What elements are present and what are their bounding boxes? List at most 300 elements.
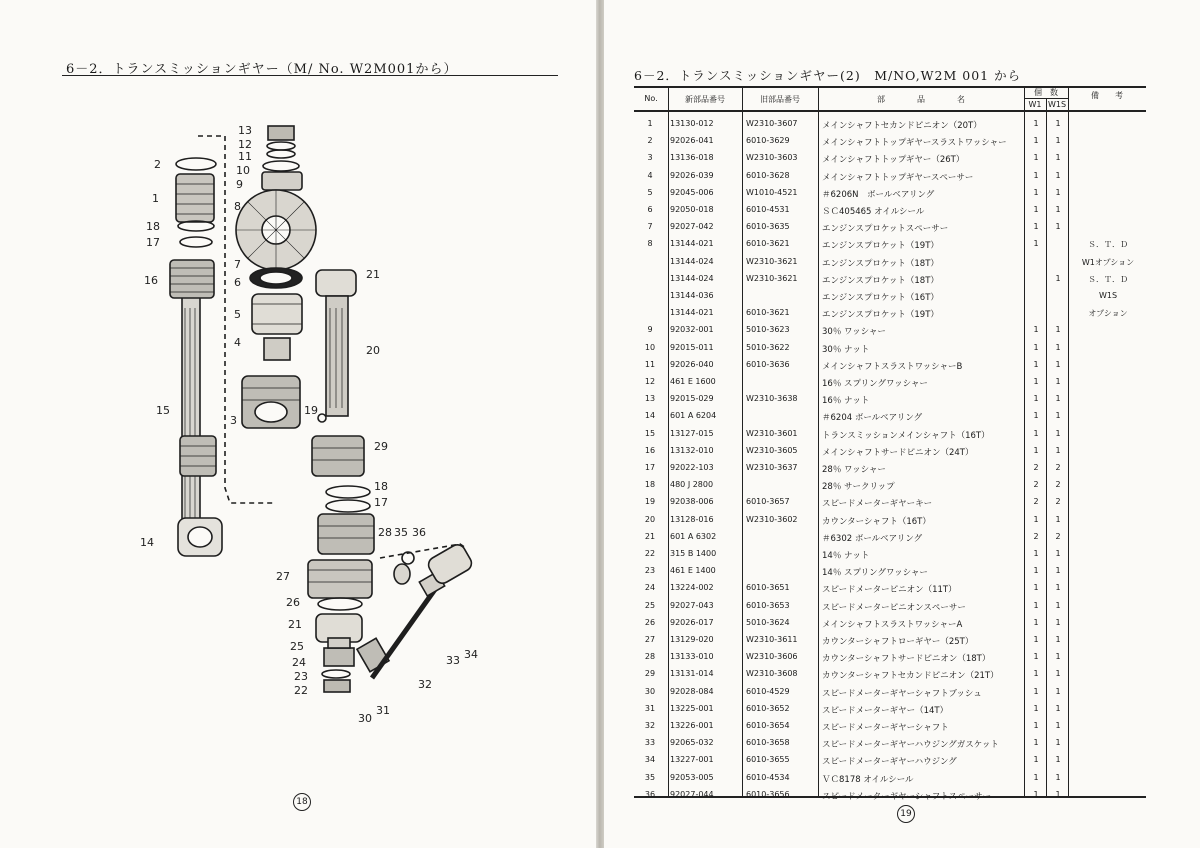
qty-w1s: 1 bbox=[1055, 566, 1061, 576]
washer-26 bbox=[318, 598, 362, 610]
label-28: 28 bbox=[378, 526, 392, 539]
table-row bbox=[634, 632, 1146, 649]
qty-w1: 1 bbox=[1033, 583, 1039, 593]
qty-w1: 2 bbox=[1033, 463, 1039, 472]
qty-w1s: 1 bbox=[1055, 411, 1061, 421]
part-name: メインシャフトスラストワッシャーA bbox=[822, 619, 963, 630]
new-part-number: 13144-024 bbox=[670, 273, 714, 283]
pinion-24 bbox=[324, 648, 354, 666]
qty-w1s: 1 bbox=[1055, 755, 1061, 765]
table-row bbox=[634, 116, 1146, 133]
row-no: 3 bbox=[647, 153, 653, 163]
label-21: 21 bbox=[366, 268, 380, 281]
new-part-number: 92027-043 bbox=[670, 600, 714, 610]
label-18b: 18 bbox=[374, 480, 388, 493]
part-name: メインシャフトトップギヤースラストワッシャー bbox=[822, 138, 1007, 149]
new-part-number: 315 B 1400 bbox=[670, 549, 717, 558]
part-name: 14％ ナット bbox=[822, 551, 870, 561]
row-no: 32 bbox=[644, 721, 656, 730]
part-name: 28％ ワッシャー bbox=[822, 465, 886, 475]
old-part-number: 6010-3657 bbox=[746, 497, 790, 507]
new-part-number: 13136-018 bbox=[670, 153, 714, 163]
new-part-number: 92026-040 bbox=[670, 359, 714, 369]
gear-27 bbox=[308, 560, 372, 598]
old-part-number: W2310-3601 bbox=[746, 428, 798, 438]
part-name: エンジンスプロケット（19T） bbox=[822, 241, 939, 252]
label-10: 10 bbox=[236, 164, 250, 177]
row-no: 25 bbox=[644, 600, 656, 610]
old-part-number: 6010-3628 bbox=[746, 170, 790, 180]
label-30: 30 bbox=[358, 712, 372, 725]
qty-w1: 1 bbox=[1033, 686, 1039, 696]
table-row bbox=[634, 563, 1146, 580]
qty-w1s: 1 bbox=[1055, 187, 1061, 197]
qty-w1s: 1 bbox=[1055, 394, 1061, 404]
table-row bbox=[634, 288, 1146, 305]
qty-w1s: 1 bbox=[1055, 170, 1061, 180]
table-row bbox=[634, 615, 1146, 632]
label-25: 25 bbox=[290, 640, 304, 653]
label-32: 32 bbox=[418, 678, 432, 691]
part-name: スピードメーターギヤーシャフト bbox=[822, 723, 949, 733]
remarks: W1S bbox=[1098, 291, 1118, 300]
qty-w1s: 1 bbox=[1055, 789, 1061, 799]
qty-w1s: 1 bbox=[1055, 617, 1061, 627]
new-part-number: 461 E 1400 bbox=[670, 566, 716, 576]
part-name: スピードメーターピニオンスペーサー bbox=[822, 602, 966, 613]
gear-28 bbox=[318, 514, 374, 554]
table-row bbox=[634, 529, 1146, 546]
qty-w1: 1 bbox=[1033, 325, 1039, 335]
row-no: 2 bbox=[647, 136, 653, 146]
counter-shaft-20 bbox=[326, 296, 348, 416]
table-row bbox=[634, 254, 1146, 271]
new-part-number: 92022-103 bbox=[670, 463, 714, 472]
new-part-number: 92053-005 bbox=[670, 772, 714, 782]
nut-22 bbox=[324, 680, 350, 692]
old-part-number: W2310-3603 bbox=[746, 153, 798, 163]
old-part-number: W2310-3602 bbox=[746, 514, 798, 524]
label-20: 20 bbox=[366, 344, 380, 357]
part-name: カウンターシャフト（16T） bbox=[822, 516, 931, 527]
row-no: 21 bbox=[644, 531, 656, 541]
spacer-9 bbox=[262, 172, 302, 190]
table-row bbox=[634, 168, 1146, 185]
washer-10 bbox=[263, 161, 299, 171]
old-part-number: 6010-4534 bbox=[746, 772, 790, 782]
label-18: 18 bbox=[146, 220, 160, 233]
label-11: 11 bbox=[238, 150, 252, 163]
bearing-5 bbox=[252, 294, 302, 334]
new-part-number: 601 A 6204 bbox=[670, 411, 717, 421]
parts-table bbox=[634, 86, 1146, 800]
page-number-left: 18 bbox=[293, 793, 311, 811]
label-7: 7 bbox=[234, 258, 241, 271]
row-no: 5 bbox=[647, 187, 653, 197]
label-35: 35 bbox=[394, 526, 408, 539]
part-name: スピードメーターギヤー（14T） bbox=[822, 705, 949, 716]
old-part-number: W2310-3607 bbox=[746, 119, 798, 128]
label-27: 27 bbox=[276, 570, 290, 583]
qty-w1s: 1 bbox=[1055, 549, 1061, 558]
table-row bbox=[634, 580, 1146, 597]
label-14: 14 bbox=[140, 536, 154, 549]
new-part-number: 92026-039 bbox=[670, 170, 714, 180]
qty-w1s: 1 bbox=[1055, 600, 1061, 610]
qty-w1s: 1 bbox=[1055, 514, 1061, 524]
qty-w1: 1 bbox=[1033, 342, 1039, 352]
bearing-21-top bbox=[316, 270, 356, 296]
key-19 bbox=[318, 414, 326, 422]
table-row bbox=[634, 236, 1146, 253]
qty-w1s: 1 bbox=[1055, 136, 1061, 146]
part-name: メインシャフトトップギヤー（26T） bbox=[822, 155, 965, 166]
qty-w1: 1 bbox=[1033, 755, 1039, 765]
label-22: 22 bbox=[294, 684, 308, 697]
old-part-number: 6010-4531 bbox=[746, 205, 790, 214]
header-w1: W1 bbox=[1028, 100, 1042, 109]
old-part-number: 6010-3652 bbox=[746, 703, 790, 713]
table-row bbox=[634, 443, 1146, 460]
row-no: 33 bbox=[644, 738, 656, 748]
qty-split-rule bbox=[1024, 98, 1068, 99]
row-no: 16 bbox=[644, 445, 656, 455]
label-1: 1 bbox=[152, 192, 159, 205]
old-part-number: 6010-3629 bbox=[746, 136, 790, 146]
washer-18b bbox=[326, 486, 370, 498]
new-part-number: 13144-021 bbox=[670, 239, 714, 249]
label-17: 17 bbox=[146, 236, 160, 249]
row-no: 17 bbox=[644, 463, 656, 472]
old-part-number: W2310-3611 bbox=[746, 635, 798, 644]
remarks: オプション bbox=[1088, 309, 1128, 319]
gear-1 bbox=[176, 174, 214, 222]
old-part-number: 5010-3622 bbox=[746, 342, 790, 352]
qty-w1s: 1 bbox=[1055, 205, 1061, 214]
old-part-number: 6010-3654 bbox=[746, 721, 790, 730]
clip-17 bbox=[180, 237, 212, 247]
label-21b: 21 bbox=[288, 618, 302, 631]
new-part-number: 601 A 6302 bbox=[670, 531, 717, 541]
qty-w1: 1 bbox=[1033, 738, 1039, 748]
old-part-number: 6010-3621 bbox=[746, 308, 790, 318]
qty-w1: 2 bbox=[1033, 480, 1039, 490]
label-23: 23 bbox=[294, 670, 308, 683]
part-name: メインシャフトトップギヤースペーサー bbox=[822, 172, 974, 183]
part-name: ＶＣ8178 オイルシール bbox=[822, 774, 914, 785]
part-name: 30％ ナット bbox=[822, 344, 870, 355]
row-no: 34 bbox=[644, 755, 656, 765]
old-part-number: W1010-4521 bbox=[746, 187, 798, 197]
qty-w1: 1 bbox=[1033, 445, 1039, 455]
new-part-number: 461 E 1600 bbox=[670, 377, 716, 386]
qty-w1: 1 bbox=[1033, 566, 1039, 576]
old-part-number: 5010-3624 bbox=[746, 617, 790, 627]
qty-w1: 1 bbox=[1033, 239, 1039, 249]
label-8: 8 bbox=[234, 200, 241, 213]
row-no: 35 bbox=[644, 772, 656, 782]
row-no: 11 bbox=[644, 359, 656, 369]
table-row bbox=[634, 701, 1146, 718]
table-row bbox=[634, 219, 1146, 236]
table-top-rule bbox=[634, 86, 1146, 88]
qty-w1: 1 bbox=[1033, 136, 1039, 146]
table-row bbox=[634, 477, 1146, 494]
qty-w1s: 1 bbox=[1055, 273, 1061, 283]
new-part-number: 13227-001 bbox=[670, 755, 714, 765]
table-row bbox=[634, 494, 1146, 511]
new-part-number: 92032-001 bbox=[670, 325, 714, 335]
qty-w1s: 1 bbox=[1055, 583, 1061, 593]
part-name: カウンターシャフトサードピニオン（18T） bbox=[822, 654, 991, 665]
row-no: 14 bbox=[644, 411, 656, 421]
qty-w1s: 2 bbox=[1055, 480, 1061, 490]
qty-w1: 1 bbox=[1033, 170, 1039, 180]
table-row bbox=[634, 202, 1146, 219]
label-16: 16 bbox=[144, 274, 158, 287]
part-name: スピードメーターギヤーハウジング bbox=[822, 757, 957, 768]
old-part-number: 5010-3623 bbox=[746, 325, 790, 335]
header-part-name: 部 品 名 bbox=[877, 95, 965, 104]
page-title-right: 6－2．トランスミッションギヤー(2) M/NO,W2M 001 から bbox=[634, 68, 1022, 83]
qty-w1: 1 bbox=[1033, 377, 1039, 386]
part-name: エンジンスプロケット（18T） bbox=[822, 258, 939, 269]
page-title-left: 6－2．トランスミッションギヤー（M/ No. W2M001から） bbox=[66, 62, 458, 77]
part-name: エンジンスプロケット（16T） bbox=[822, 293, 939, 303]
old-part-number: 6010-3621 bbox=[746, 239, 790, 249]
qty-w1s: 1 bbox=[1055, 772, 1061, 782]
row-no: 20 bbox=[644, 514, 656, 524]
part-name: カウンターシャフトローギヤー（25T） bbox=[822, 637, 974, 647]
table-row bbox=[634, 374, 1146, 391]
qty-w1: 1 bbox=[1033, 652, 1039, 662]
new-part-number: 92026-017 bbox=[670, 617, 714, 627]
header-old-part: 旧部品番号 bbox=[760, 95, 800, 104]
qty-w1s: 1 bbox=[1055, 635, 1061, 644]
remarks: W1オプション bbox=[1081, 257, 1135, 267]
row-no: 31 bbox=[644, 703, 656, 713]
old-part-number: 6010-3655 bbox=[746, 755, 790, 765]
table-row bbox=[634, 357, 1146, 374]
row-no: 9 bbox=[647, 325, 653, 335]
row-no: 36 bbox=[644, 789, 656, 799]
clip-17b bbox=[326, 500, 370, 512]
old-part-number: 6010-3653 bbox=[746, 600, 790, 610]
label-29: 29 bbox=[374, 440, 388, 453]
new-part-number: 480 J 2800 bbox=[670, 480, 714, 490]
old-part-number: 6010-3636 bbox=[746, 359, 790, 369]
table-row bbox=[634, 735, 1146, 752]
label-34: 34 bbox=[464, 648, 478, 661]
qty-w1s: 2 bbox=[1055, 497, 1061, 507]
qty-w1: 1 bbox=[1033, 359, 1039, 369]
new-part-number: 92065-032 bbox=[670, 738, 714, 748]
gear-31 bbox=[357, 638, 389, 672]
table-row bbox=[634, 408, 1146, 425]
part-name: ＳＣ405465 オイルシール bbox=[822, 207, 925, 217]
new-part-number: 92015-029 bbox=[670, 394, 714, 404]
table-row bbox=[634, 305, 1146, 322]
old-part-number: 6010-3635 bbox=[746, 222, 790, 232]
table-row bbox=[634, 598, 1146, 615]
new-part-number: 92027-042 bbox=[670, 222, 714, 232]
qty-w1: 1 bbox=[1033, 222, 1039, 232]
table-row bbox=[634, 133, 1146, 150]
qty-w1: 1 bbox=[1033, 428, 1039, 438]
qty-w1: 1 bbox=[1033, 549, 1039, 558]
qty-w1s: 1 bbox=[1055, 445, 1061, 455]
old-part-number: 6010-4529 bbox=[746, 686, 790, 696]
part-name: メインシャフトサードピニオン（24T） bbox=[822, 447, 974, 458]
table-row bbox=[634, 787, 1146, 804]
spacer-4 bbox=[264, 338, 290, 360]
row-no: 24 bbox=[644, 583, 656, 593]
header-no: No. bbox=[644, 94, 658, 103]
table-row bbox=[634, 546, 1146, 563]
table-row bbox=[634, 718, 1146, 735]
row-no: 4 bbox=[647, 170, 653, 180]
table-row bbox=[634, 322, 1146, 339]
nut-13 bbox=[268, 126, 294, 140]
table-row bbox=[634, 512, 1146, 529]
label-15: 15 bbox=[156, 404, 170, 417]
label-33: 33 bbox=[446, 654, 460, 667]
qty-w1: 1 bbox=[1033, 411, 1039, 421]
label-3: 3 bbox=[230, 414, 237, 427]
new-part-number: 13131-014 bbox=[670, 669, 714, 679]
part-name: ＃6302 ボールベアリング bbox=[822, 533, 923, 544]
table-row bbox=[634, 460, 1146, 477]
sprocket-teeth bbox=[236, 190, 316, 270]
new-part-number: 13132-010 bbox=[670, 445, 714, 455]
qty-w1: 1 bbox=[1033, 721, 1039, 730]
label-17b: 17 bbox=[374, 496, 388, 509]
qty-w1s: 1 bbox=[1055, 428, 1061, 438]
table-row bbox=[634, 185, 1146, 202]
seal-35 bbox=[394, 564, 410, 584]
qty-w1s: 1 bbox=[1055, 377, 1061, 386]
part-name: スピードメーターギヤーシャフトスペーサー bbox=[822, 791, 992, 802]
row-no: 8 bbox=[647, 239, 653, 249]
label-2: 2 bbox=[154, 158, 161, 171]
row-no: 28 bbox=[644, 652, 656, 662]
row-no: 7 bbox=[647, 222, 653, 232]
qty-w1: 1 bbox=[1033, 617, 1039, 627]
part-name: 16％ スプリングワッシャー bbox=[822, 379, 928, 389]
row-no: 27 bbox=[644, 635, 656, 644]
row-no: 23 bbox=[644, 566, 656, 576]
part-name: エンジンスプロケット（18T） bbox=[822, 275, 939, 286]
new-part-number: 92027-044 bbox=[670, 789, 714, 799]
new-part-number: 92028-084 bbox=[670, 686, 714, 696]
part-name: スピードメーターギヤーシャフトブッシュ bbox=[822, 688, 982, 699]
qty-w1: 2 bbox=[1033, 497, 1039, 507]
spring-washer-11 bbox=[267, 150, 295, 158]
new-part-number: 13133-010 bbox=[670, 652, 714, 662]
qty-w1s: 1 bbox=[1055, 342, 1061, 352]
new-part-number: 13128-016 bbox=[670, 514, 714, 524]
new-part-number: 92026-041 bbox=[670, 136, 714, 146]
new-part-number: 13226-001 bbox=[670, 721, 714, 730]
part-name: 16％ ナット bbox=[822, 396, 870, 407]
qty-w1s: 1 bbox=[1055, 703, 1061, 713]
qty-w1s: 1 bbox=[1055, 669, 1061, 679]
new-part-number: 13225-001 bbox=[670, 703, 714, 713]
new-part-number: 92015-011 bbox=[670, 342, 714, 352]
row-no: 29 bbox=[644, 669, 656, 679]
row-no: 18 bbox=[644, 480, 656, 490]
qty-w1: 1 bbox=[1033, 153, 1039, 163]
new-part-number: 13127-015 bbox=[670, 428, 714, 438]
label-36: 36 bbox=[412, 526, 426, 539]
old-part-number: W2310-3608 bbox=[746, 669, 798, 679]
washer-12 bbox=[267, 142, 295, 150]
row-no: 30 bbox=[644, 686, 656, 696]
part-name: 28％ サークリップ bbox=[822, 482, 895, 493]
part-name: ＃6204 ボールベアリング bbox=[822, 413, 923, 424]
row-no: 19 bbox=[644, 497, 656, 507]
table-row bbox=[634, 684, 1146, 701]
header-w1s: W1S bbox=[1047, 100, 1067, 109]
label-4: 4 bbox=[234, 336, 241, 349]
new-part-number: 13130-012 bbox=[670, 119, 714, 128]
old-part-number: 6010-3656 bbox=[746, 789, 790, 799]
exploded-diagram bbox=[130, 118, 510, 758]
remarks: Ｓ．Ｔ．Ｄ bbox=[1088, 240, 1128, 250]
label-5: 5 bbox=[234, 308, 241, 321]
label-24: 24 bbox=[292, 656, 306, 669]
qty-w1s: 1 bbox=[1055, 222, 1061, 232]
table-row bbox=[634, 426, 1146, 443]
header-new-part: 新部品番号 bbox=[685, 95, 725, 104]
new-part-number: 13144-036 bbox=[670, 291, 714, 300]
table-row bbox=[634, 391, 1146, 408]
qty-w1: 1 bbox=[1033, 789, 1039, 799]
label-31: 31 bbox=[376, 704, 390, 717]
row-no: 15 bbox=[644, 428, 656, 438]
table-row bbox=[634, 340, 1146, 357]
part-name: メインシャフトスラストワッシャーB bbox=[822, 361, 963, 372]
label-13: 13 bbox=[238, 124, 252, 137]
spacer-25 bbox=[328, 638, 350, 648]
table-row bbox=[634, 150, 1146, 167]
new-part-number: 13224-002 bbox=[670, 583, 714, 593]
title-rule bbox=[62, 75, 558, 76]
qty-w1s: 1 bbox=[1055, 325, 1061, 335]
header-qty: 個 数 bbox=[1034, 88, 1058, 97]
new-part-number: 92038-006 bbox=[670, 497, 714, 507]
qty-w1s: 1 bbox=[1055, 652, 1061, 662]
spring-washer-23 bbox=[322, 670, 350, 678]
qty-w1s: 1 bbox=[1055, 738, 1061, 748]
new-part-number: 13129-020 bbox=[670, 635, 714, 644]
old-part-number: W2310-3637 bbox=[746, 463, 798, 472]
part-name: カウンターシャフトセカンドピニオン（21T） bbox=[822, 671, 999, 682]
qty-w1: 1 bbox=[1033, 703, 1039, 713]
part-name: スピードメーターギヤーハウジングガスケット bbox=[822, 740, 999, 751]
row-no: 26 bbox=[644, 617, 656, 627]
row-no: 22 bbox=[644, 549, 656, 558]
table-row bbox=[634, 649, 1146, 666]
part-name: 14％ スプリングワッシャー bbox=[822, 568, 928, 579]
old-part-number: W2310-3605 bbox=[746, 445, 798, 455]
qty-w1: 2 bbox=[1033, 531, 1039, 541]
qty-w1s: 1 bbox=[1055, 119, 1061, 128]
part-name: スピードメーターピニオン（11T） bbox=[822, 585, 957, 596]
qty-w1s: 1 bbox=[1055, 721, 1061, 730]
label-9: 9 bbox=[236, 178, 243, 191]
qty-w1: 1 bbox=[1033, 514, 1039, 524]
